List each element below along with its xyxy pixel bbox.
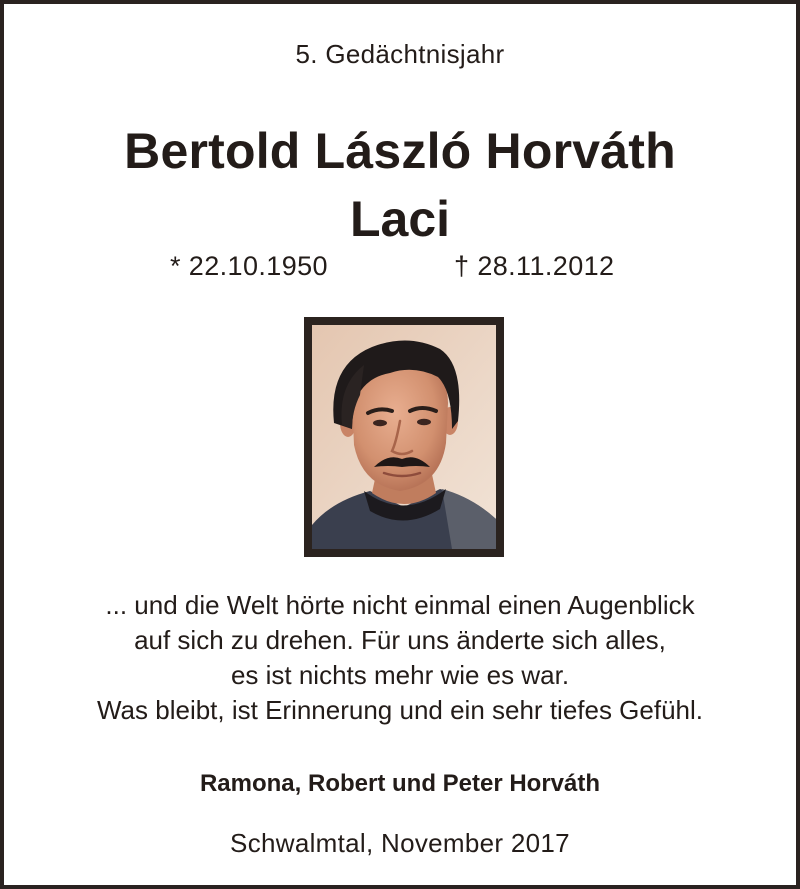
family-signature: Ramona, Robert und Peter Horváth	[199, 770, 601, 797]
birth-date: * 22.10.1950	[170, 251, 328, 281]
poem-line: auf sich zu drehen. Für uns änderte sich alles,	[134, 625, 666, 655]
portrait-photo	[312, 325, 496, 549]
deceased-nickname: Laci	[349, 191, 451, 247]
anniversary-line: 5. Gedächtnisjahr	[295, 39, 505, 69]
life-dates	[4, 248, 796, 284]
deceased-name: Bertold László Horváth	[124, 123, 676, 179]
poem-line: ... und die Welt hörte nicht einmal einen Augenblick	[105, 590, 695, 620]
poem-line: es ist nichts mehr wie es war.	[230, 660, 570, 690]
memorial-poem	[4, 588, 796, 728]
poem-line: Was bleibt, ist Erinnerung und ein sehr tiefes Gefühl.	[96, 695, 704, 725]
place-and-date: Schwalmtal, November 2017	[230, 828, 570, 858]
portrait-photo-frame	[304, 317, 504, 557]
death-date: † 28.11.2012	[454, 251, 615, 281]
